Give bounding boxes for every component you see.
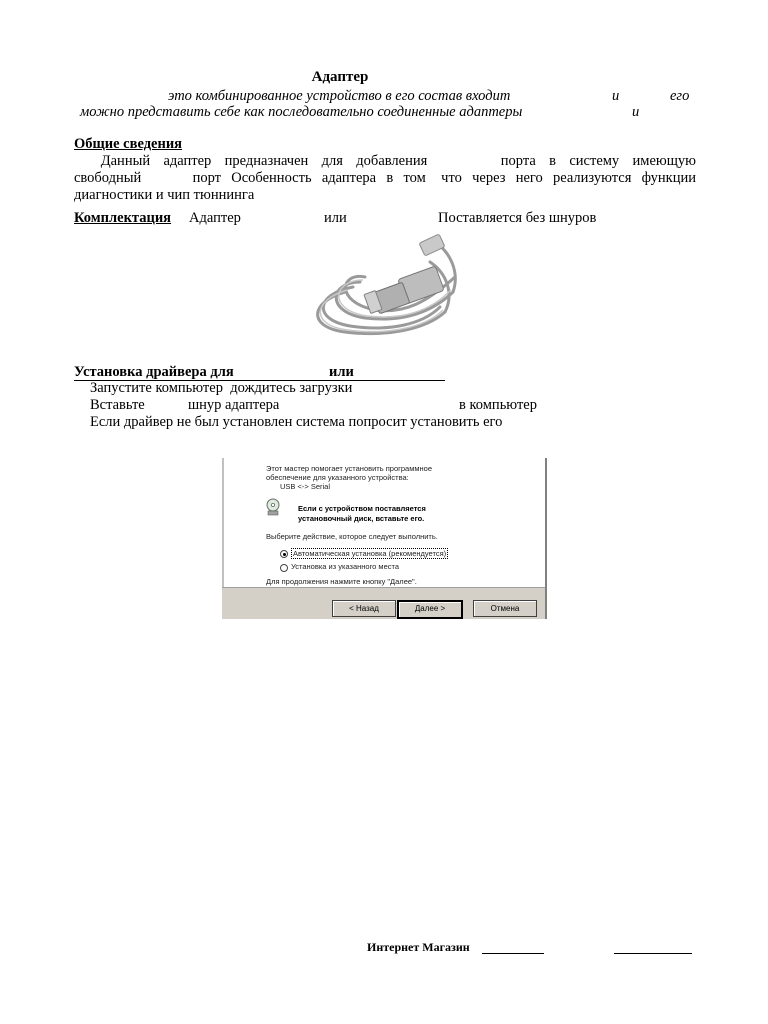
kit-item-or: или: [324, 210, 347, 226]
install-step-2-b: шнур адаптера: [188, 397, 280, 413]
adapter-cable-photo: [305, 232, 461, 346]
general-line-2: свободный порт Особенность адаптера в том что через него реализуются функции: [74, 170, 696, 186]
cd-install-icon: [264, 498, 282, 516]
cancel-button[interactable]: Отмена: [473, 600, 537, 617]
intro-line-1: это комбинированное устройство в его состав входит: [168, 88, 511, 104]
general-paragraph: [74, 153, 696, 204]
dialog-cd-line-2: установочный диск, вставьте его.: [298, 514, 425, 523]
install-step-3: Если драйвер не был установлен система попросит установить его: [90, 414, 503, 430]
dialog-device-name: USB <-> Serial: [280, 482, 331, 491]
footer-label: Интернет Магазин: [367, 940, 470, 954]
general-heading: Общие сведения: [74, 136, 183, 152]
install-step-2-c: в компьютер: [459, 397, 537, 413]
install-heading-or: или: [329, 364, 354, 380]
radio-auto-install[interactable]: [280, 550, 288, 558]
install-step-2-a: Вставьте: [90, 397, 145, 413]
radio-manual-install[interactable]: [280, 564, 288, 572]
back-button[interactable]: < Назад: [332, 600, 396, 617]
dialog-continue-text: Для продолжения нажмите кнопку "Далее".: [266, 577, 417, 586]
dialog-button-bar: [222, 587, 545, 619]
dialog-choose-text: Выберите действие, которое следует выполнить.: [266, 532, 438, 541]
option-auto-install-label[interactable]: Автоматическая установка (рекомендуется): [293, 549, 447, 558]
intro-line-1-end: его: [670, 88, 690, 104]
option-manual-install-label[interactable]: Установка из указанного места: [291, 562, 400, 571]
footer-blank-2: [614, 953, 692, 954]
footer-blank-1: [482, 953, 544, 954]
kit-item-adapter: Адаптер: [189, 210, 241, 226]
intro-line-1-and: и: [612, 88, 620, 104]
driver-wizard-screenshot: [222, 458, 547, 619]
intro-line-2-and: и: [632, 104, 640, 120]
dialog-line-2: обеспечение для указанного устройства:: [266, 473, 409, 482]
dialog-left-border: [222, 458, 224, 587]
document-title: Адаптер: [311, 69, 369, 85]
general-line-1: Данный адаптер предназначен для добавления порта в систему имеющую: [74, 153, 696, 169]
next-button[interactable]: Далее >: [397, 600, 463, 619]
kit-item-note: Поставляется без шнуров: [438, 210, 597, 226]
install-heading: Установка драйвера для: [74, 364, 234, 380]
general-line-3: диагностики и чип тюннинга: [74, 187, 255, 203]
intro-line-2: можно представить себе как последовательно соединенные адаптеры: [80, 104, 523, 120]
dialog-line-1: Этот мастер помогает установить программное: [266, 464, 432, 473]
kit-heading: Комплектация: [74, 210, 172, 226]
install-step-1: Запустите компьютер дождитесь загрузки: [90, 380, 353, 396]
dialog-cd-line-1: Если с устройством поставляется: [298, 504, 426, 513]
